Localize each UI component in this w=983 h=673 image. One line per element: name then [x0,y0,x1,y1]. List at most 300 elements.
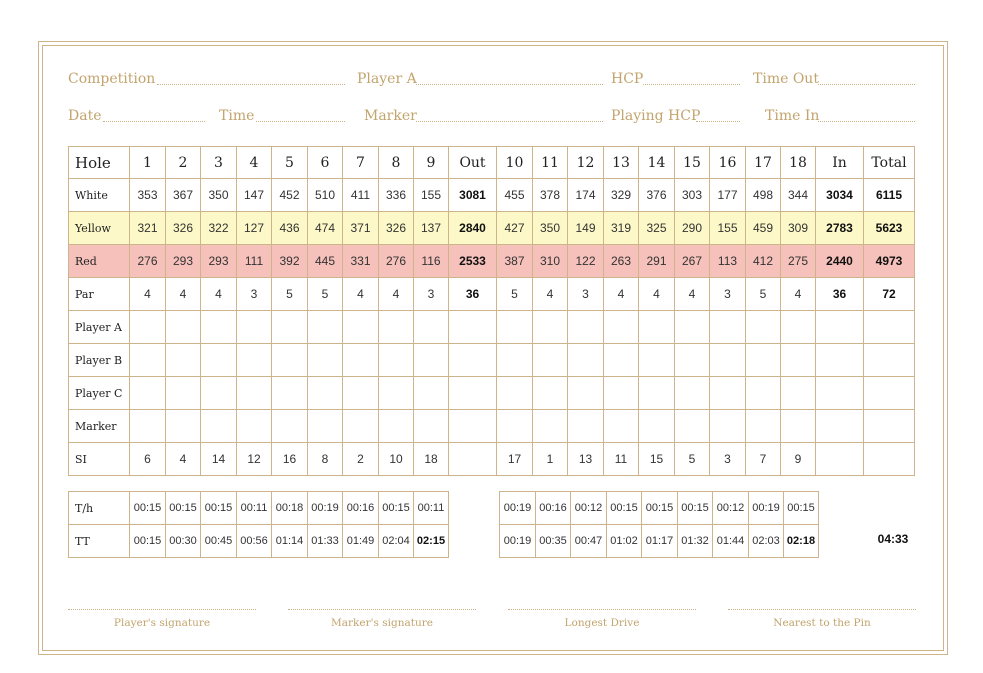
score-cell[interactable] [533,410,568,443]
time-cell: 01:14 [272,525,308,558]
time-cell: 00:15 [678,492,713,525]
distance-cell: 378 [533,179,568,212]
distance-cell: 275 [781,245,816,278]
playing-hcp-field[interactable] [696,121,740,122]
score-cell[interactable] [379,344,414,377]
score-cell[interactable] [497,410,533,443]
par-cell: 3 [237,278,272,311]
hole-number: 15 [675,147,710,179]
hole-number: 4 [237,147,272,179]
distance-cell: 155 [414,179,449,212]
time-cell: 00:16 [343,492,379,525]
distance-cell: 455 [497,179,533,212]
hole-number: 9 [414,147,449,179]
si-cell: 5 [675,443,710,476]
in-score-cell[interactable] [816,311,864,344]
distance-cell: 147 [237,179,272,212]
longest-drive-label: Longest Drive [564,617,640,629]
distance-cell: 474 [308,212,343,245]
distance-cell: 350 [533,212,568,245]
time-cell: 00:15 [379,492,414,525]
score-cell[interactable] [639,377,675,410]
distance-cell: 459 [746,212,781,245]
yellow-tee-row [69,212,915,245]
out-score-cell[interactable] [449,377,497,410]
par-cell: 4 [675,278,710,311]
distance-cell: 336 [379,179,414,212]
distance-cell: 376 [639,179,675,212]
score-cell[interactable] [781,311,816,344]
th-row [69,492,449,525]
score-cell[interactable] [675,410,710,443]
distance-cell: 367 [166,179,201,212]
time-cell: 00:19 [749,492,784,525]
out-total-cell: 2533 [449,245,497,278]
score-cell[interactable] [379,377,414,410]
time-cell: 02:03 [749,525,784,558]
score-cell[interactable] [414,410,449,443]
white-tee-row [69,179,915,212]
time-cell: 01:33 [308,525,343,558]
time-cell: 00:47 [571,525,607,558]
score-cell[interactable] [414,377,449,410]
time-cell: 00:19 [500,525,536,558]
si-cell: 12 [237,443,272,476]
time-cell: 00:19 [308,492,343,525]
par-cell: 5 [746,278,781,311]
score-cell[interactable] [497,377,533,410]
score-cell[interactable] [343,410,379,443]
par-cell: 5 [308,278,343,311]
in-total-cell: 2783 [816,212,864,245]
par-cell: 5 [272,278,308,311]
par-cell: 4 [379,278,414,311]
distance-cell: 155 [710,212,746,245]
par-cell: 4 [533,278,568,311]
distance-cell: 149 [568,212,604,245]
marker-signature-field[interactable] [288,609,476,610]
distance-cell: 310 [533,245,568,278]
score-cell[interactable] [639,311,675,344]
player-a-row [69,311,915,344]
time-field[interactable] [256,121,345,122]
score-cell[interactable] [166,344,201,377]
time-cell: 00:56 [237,525,272,558]
distance-cell: 116 [414,245,449,278]
par-cell: 4 [781,278,816,311]
score-cell[interactable] [533,377,568,410]
out-label: Out [449,147,497,179]
competition-field[interactable] [157,84,345,85]
time-cell: 01:02 [607,525,642,558]
score-cell[interactable] [533,344,568,377]
front-total-time: 02:15 [414,525,449,558]
hole-number: 14 [639,147,675,179]
player-signature-field[interactable] [68,609,256,610]
in-par-cell: 36 [816,278,864,311]
score-cell[interactable] [746,344,781,377]
score-cell[interactable] [675,377,710,410]
marker-signature-label: Marker's signature [331,617,433,629]
score-cell[interactable] [308,311,343,344]
th-label: T/h [69,492,130,525]
score-cell[interactable] [308,377,343,410]
distance-cell: 344 [781,179,816,212]
si-cell: 3 [710,443,746,476]
player-signature-label: Player's signature [113,617,211,629]
distance-cell: 267 [675,245,710,278]
tt-row [500,525,819,558]
si-label: SI [69,443,130,476]
par-label: Par [69,278,130,311]
time-cell: 00:11 [237,492,272,525]
si-cell: 16 [272,443,308,476]
distance-cell: 371 [343,212,379,245]
si-cell: 4 [166,443,201,476]
distance-cell: 111 [237,245,272,278]
marker-row [69,410,915,443]
si-row [69,443,915,476]
score-cell[interactable] [533,311,568,344]
distance-cell: 331 [343,245,379,278]
par-cell: 4 [604,278,639,311]
score-cell[interactable] [379,311,414,344]
distance-cell: 321 [130,212,166,245]
score-cell[interactable] [497,311,533,344]
out-total-cell: 2840 [449,212,497,245]
score-cell[interactable] [710,410,746,443]
score-cell[interactable] [604,410,639,443]
in-score-cell[interactable] [816,344,864,377]
back-timing-table [499,491,819,558]
score-cell[interactable] [781,377,816,410]
par-cell: 4 [343,278,379,311]
time-in-field[interactable] [818,121,915,122]
score-cell[interactable] [201,344,237,377]
par-cell: 4 [130,278,166,311]
si-cell: 13 [568,443,604,476]
time-cell: 00:15 [642,492,678,525]
distance-cell: 329 [604,179,639,212]
total-score-cell[interactable] [864,344,915,377]
distance-cell: 290 [675,212,710,245]
red-tee-row [69,245,915,278]
total-label: Total [864,147,915,179]
distance-cell: 137 [414,212,449,245]
in-score-cell[interactable] [816,377,864,410]
longest-drive-field[interactable] [508,609,696,610]
hole-number: 8 [379,147,414,179]
par-cell: 3 [710,278,746,311]
in-label: In [816,147,864,179]
in-total-cell: 3034 [816,179,864,212]
hole-number: 11 [533,147,568,179]
scorecard-table [68,146,915,476]
score-cell[interactable] [130,344,166,377]
tt-row [69,525,449,558]
score-cell[interactable] [604,311,639,344]
score-cell[interactable] [414,344,449,377]
score-cell[interactable] [710,311,746,344]
time-cell: 01:17 [642,525,678,558]
hole-number: 17 [746,147,781,179]
score-cell[interactable] [710,377,746,410]
nearest-pin-label: Nearest to the Pin [773,617,871,629]
score-cell[interactable] [308,410,343,443]
time-out-field[interactable] [818,84,915,85]
hole-number: 6 [308,147,343,179]
time-cell: 00:45 [201,525,237,558]
player-a-field[interactable] [416,84,603,85]
distance-cell: 510 [308,179,343,212]
distance-cell: 498 [746,179,781,212]
competition-label: Competition [68,71,156,87]
distance-cell: 411 [343,179,379,212]
score-cell[interactable] [568,377,604,410]
distance-cell: 174 [568,179,604,212]
out-score-cell[interactable] [449,311,497,344]
si-cell: 15 [639,443,675,476]
distance-cell: 291 [639,245,675,278]
score-cell[interactable] [639,344,675,377]
distance-cell: 293 [201,245,237,278]
back-total-time: 02:18 [784,525,819,558]
in-score-cell[interactable] [816,410,864,443]
score-cell[interactable] [237,344,272,377]
tee-label: Red [69,245,130,278]
hole-number: 5 [272,147,308,179]
time-cell: 02:04 [379,525,414,558]
score-cell[interactable] [379,410,414,443]
si-cell: 11 [604,443,639,476]
par-cell: 3 [568,278,604,311]
player-c-row [69,377,915,410]
distance-cell: 427 [497,212,533,245]
time-cell: 00:18 [272,492,308,525]
tee-label: Yellow [69,212,130,245]
time-cell: 01:49 [343,525,379,558]
hole-number: 2 [166,147,201,179]
si-cell: 14 [201,443,237,476]
score-cell[interactable] [237,377,272,410]
time-cell: 00:15 [607,492,642,525]
distance-cell: 177 [710,179,746,212]
out-score-cell[interactable] [449,344,497,377]
score-cell[interactable] [639,410,675,443]
par-cell: 4 [201,278,237,311]
par-cell: 4 [166,278,201,311]
score-cell[interactable] [746,377,781,410]
time-out-label: Time Out [753,71,819,87]
score-cell[interactable] [272,311,308,344]
distance-cell: 276 [130,245,166,278]
distance-cell: 113 [710,245,746,278]
time-cell: 00:16 [536,492,571,525]
distance-cell: 303 [675,179,710,212]
date-label: Date [68,108,102,124]
score-cell[interactable] [201,377,237,410]
date-field[interactable] [103,121,205,122]
nearest-pin-field[interactable] [728,609,916,610]
score-cell[interactable] [604,377,639,410]
hcp-label: HCP [611,71,644,87]
si-cell: 18 [414,443,449,476]
distance-cell: 325 [639,212,675,245]
hole-number: 7 [343,147,379,179]
time-cell: 00:15 [201,492,237,525]
distance-cell: 322 [201,212,237,245]
hole-number: 13 [604,147,639,179]
score-cell[interactable] [130,410,166,443]
distance-cell: 293 [166,245,201,278]
distance-cell: 326 [379,212,414,245]
player-label: Player A [69,311,130,344]
hcp-field[interactable] [643,84,740,85]
distance-cell: 122 [568,245,604,278]
distance-cell: 326 [166,212,201,245]
distance-cell: 436 [272,212,308,245]
si-cell: 8 [308,443,343,476]
par-row [69,278,915,311]
player-b-row [69,344,915,377]
time-cell: 00:30 [166,525,201,558]
par-cell: 5 [497,278,533,311]
score-cell[interactable] [675,344,710,377]
out-score-cell[interactable] [449,410,497,443]
hole-number: 3 [201,147,237,179]
time-cell: 01:44 [713,525,749,558]
player-a-label: Player A [357,71,417,87]
out-par-cell: 36 [449,278,497,311]
time-in-label: Time In [765,108,820,124]
in-total-cell: 2440 [816,245,864,278]
tee-label: White [69,179,130,212]
time-cell: 00:35 [536,525,571,558]
time-cell: 00:15 [166,492,201,525]
distance-cell: 263 [604,245,639,278]
time-cell: 01:32 [678,525,713,558]
score-cell[interactable] [166,311,201,344]
distance-cell: 309 [781,212,816,245]
si-out-cell [449,443,497,476]
total-score-cell[interactable] [864,377,915,410]
hole-label: Hole [69,147,130,179]
distance-cell: 127 [237,212,272,245]
score-cell[interactable] [166,377,201,410]
hole-number: 1 [130,147,166,179]
score-cell[interactable] [746,410,781,443]
time-cell: 00:15 [784,492,819,525]
grand-total-time: 04:33 [877,532,909,546]
score-cell[interactable] [201,311,237,344]
score-cell[interactable] [272,344,308,377]
score-cell[interactable] [675,311,710,344]
score-cell[interactable] [604,344,639,377]
score-cell[interactable] [343,377,379,410]
grand-total-cell: 6115 [864,179,915,212]
grand-total-cell: 5623 [864,212,915,245]
si-cell: 17 [497,443,533,476]
time-cell: 00:12 [713,492,749,525]
time-cell: 00:19 [500,492,536,525]
score-cell[interactable] [781,410,816,443]
distance-cell: 412 [746,245,781,278]
score-cell[interactable] [237,311,272,344]
score-cell[interactable] [308,344,343,377]
score-cell[interactable] [746,311,781,344]
score-cell[interactable] [237,410,272,443]
total-par-cell: 72 [864,278,915,311]
score-cell[interactable] [130,377,166,410]
par-cell: 4 [639,278,675,311]
front-timing-table [68,491,449,558]
hole-number: 12 [568,147,604,179]
time-cell: 00:15 [130,492,166,525]
player-label: Player B [69,344,130,377]
hole-row [69,147,915,179]
distance-cell: 452 [272,179,308,212]
score-cell[interactable] [497,344,533,377]
score-cell[interactable] [343,311,379,344]
distance-cell: 387 [497,245,533,278]
distance-cell: 445 [308,245,343,278]
time-cell: 00:12 [571,492,607,525]
hole-number: 16 [710,147,746,179]
score-cell[interactable] [414,311,449,344]
score-cell[interactable] [710,344,746,377]
si-cell: 2 [343,443,379,476]
hole-number: 10 [497,147,533,179]
score-cell[interactable] [568,344,604,377]
score-cell[interactable] [166,410,201,443]
time-cell: 00:11 [414,492,449,525]
score-cell[interactable] [201,410,237,443]
si-total-cell [864,443,915,476]
distance-cell: 353 [130,179,166,212]
si-cell: 10 [379,443,414,476]
total-score-cell[interactable] [864,410,915,443]
distance-cell: 350 [201,179,237,212]
par-cell: 3 [414,278,449,311]
time-label: Time [219,108,255,124]
distance-cell: 276 [379,245,414,278]
time-cell: 00:15 [130,525,166,558]
marker-field[interactable] [416,121,603,122]
marker-label: Marker [364,108,417,124]
score-cell[interactable] [272,377,308,410]
si-cell: 6 [130,443,166,476]
grand-total-cell: 4973 [864,245,915,278]
score-cell[interactable] [781,344,816,377]
score-cell[interactable] [343,344,379,377]
score-cell[interactable] [130,311,166,344]
score-cell[interactable] [568,410,604,443]
playing-hcp-label: Playing HCP [611,108,701,124]
si-cell: 7 [746,443,781,476]
player-label: Player C [69,377,130,410]
si-cell: 9 [781,443,816,476]
distance-cell: 392 [272,245,308,278]
si-cell: 1 [533,443,568,476]
total-score-cell[interactable] [864,311,915,344]
score-cell[interactable] [568,311,604,344]
out-total-cell: 3081 [449,179,497,212]
tt-label: TT [69,525,130,558]
score-cell[interactable] [272,410,308,443]
hole-number: 18 [781,147,816,179]
distance-cell: 319 [604,212,639,245]
si-in-cell [816,443,864,476]
